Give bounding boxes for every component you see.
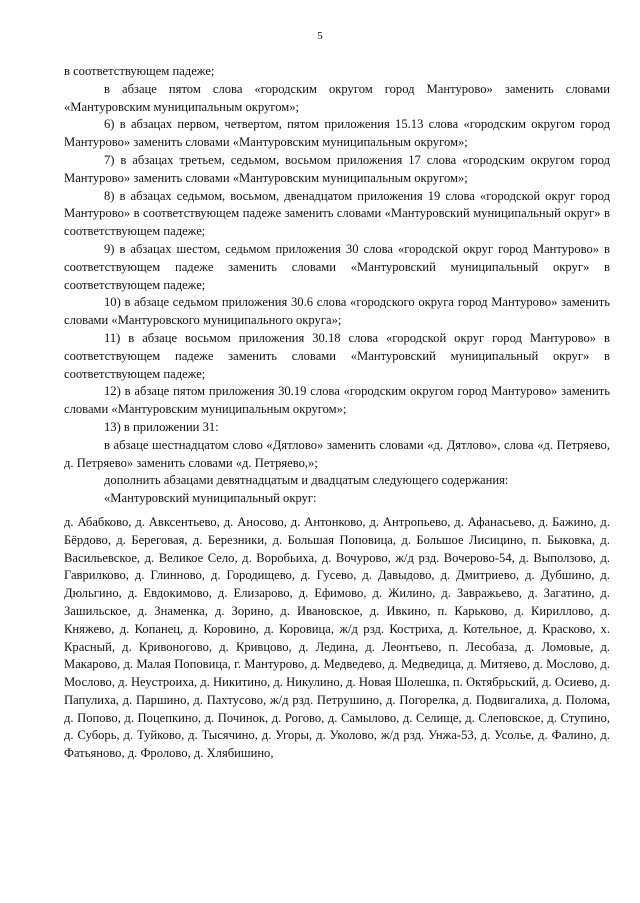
document-body (64, 63, 610, 763)
paragraph: в соответствующем падеже; (64, 64, 215, 78)
paragraph: 8) в абзацах седьмом, восьмом, двенадцатом приложения 19 слова «городской округ город Мантурово» в соответствующем падеже заменить словами «Мантуровский муниципальный округ» в соответствующем падеже; (64, 188, 610, 239)
paragraph: 9) в абзацах шестом, седьмом приложения 30 слова «городской округ город Мантурово» в соответствующем падеже заменить словами «Мантуровский муниципальный округ» в соответствующем падеже; (64, 241, 610, 292)
paragraph: 7) в абзацах третьем, седьмом, восьмом приложения 17 слова «городским округом город Мантурово» заменить словами «Мантуровским муниципальным округом»; (64, 152, 610, 185)
paragraph: 11) в абзаце восьмом приложения 30.18 слова «городской округ город Мантурово» в соответствующем падеже заменить словами «Мантуровский муниципальный округ» в соответствующем падеже; (64, 330, 610, 381)
paragraph: 12) в абзаце пятом приложения 30.19 слова «городским округом город Мантурово» заменить словами «Мантуровским муниципальным округом»; (64, 384, 610, 417)
paragraph: 6) в абзацах первом, четвертом, пятом приложения 15.13 слова «городским округом город Мантурово» заменить словами «Мантуровским муниципальным округом»; (64, 117, 610, 150)
paragraph: в абзаце шестнадцатом слово «Дятлово» заменить словами «д. Дятлово», слова «д. Петряево, д. Петряево» заменить словами «д. Петряево,»; (64, 437, 610, 470)
page-number: 5 (317, 30, 323, 42)
paragraph: в абзаце пятом слова «городским округом город Мантурово» заменить словами «Мантуровским муниципальным округом»; (64, 81, 610, 114)
paragraph: 13) в приложении 31: (104, 419, 219, 434)
paragraph: 10) в абзаце седьмом приложения 30.6 слова «городского округа город Мантурово» заменить словами «Мантуровского муниципального округа»; (64, 295, 610, 328)
paragraph: «Мантуровский муниципальный округ: (104, 491, 317, 506)
settlement-list: д. Абабково, д. Авксентьево, д. Аносово, д. Антонково, д. Антропьево, д. Афанасьево, д. Бажино, д. Бёрдово, д. Береговая, д. Березники, д. Большая Поповица, д. Большое Лисицино, п. Быковка, д. Васильевское, д. Великое Село, д. Воробьиха, д. Вочурово, ж/д рзд. Вочерово-54, д. Выползово, д. Гаврилково, д. Глинново, д. Городищево, д. Гусево, д. Давыдово, д. Дмитриево, д. Дубшино, д. Дюльгино, д. Евдокимово, д. Елизарово, д. Ефимово, д. Жилино, д. Завражьево, д. Загатино, д. Зашильское, д. Знаменка, д. Зорино, д. Ивановское, д. Ивкино, п. Карьково, д. Кириллово, д. Княжево, д. Копанец, д. Коровино, д. Коровица, ж/д рзд. Костриха, д. Котельное, д. Красково, х. Красный, д. Кривоногово, д. Кривцово, д. Ледина, д. Леонтьево, п. Лесобаза, д. Ломовые, д. Макарово, д. Малая Поповица, г. Мантурово, д. Медведево, д. Медведица, д. Митяево, д. Мослово, д. Мослово, д. Неустроиха, д. Никитино, д. Никулино, д. Новая Шолешка, п. Октябрьский, д. Осиево, д. Папулиха, д. Паршино, д. Пахтусово, ж/д рзд. Петрушино, д. Погорелка, д. Подвигалиха, д. Полома, д. Попово, д. Поцепкино, д. Починок, д. Рогово, д. Самылово, д. Селище, д. Слеповское, д. Ступино, д. Суборь, д. Туйково, д. Тысячино, д. Угоры, д. Уколово, ж/д рзд. Унжа-53, д. Усолье, д. Фалино, д. Фатьяново, д. Фролово, д. Хлябишино, (64, 514, 610, 761)
paragraph: дополнить абзацами девятнадцатым и двадцатым следующего содержания: (104, 473, 509, 488)
